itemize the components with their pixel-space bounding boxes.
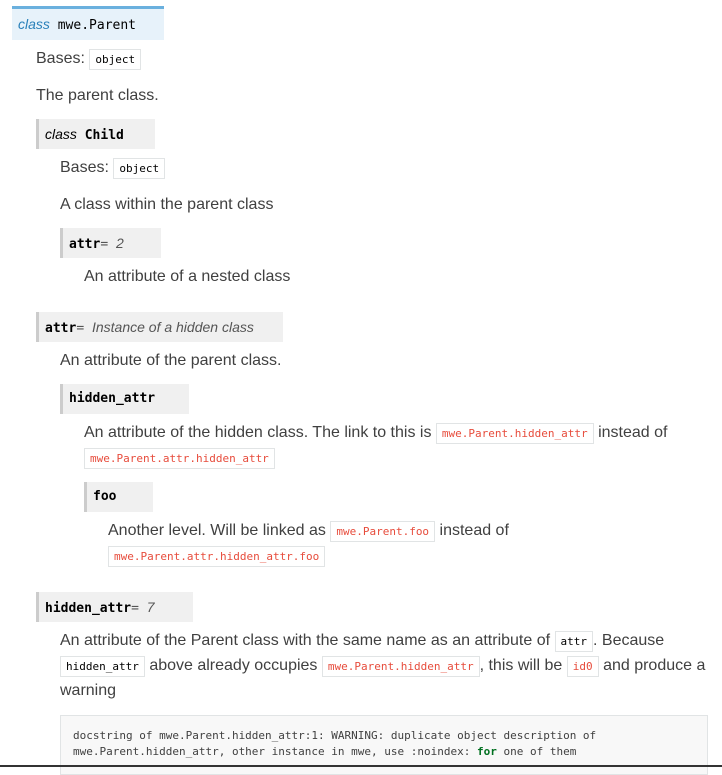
attr-name: attr [69,237,101,252]
child-attr-description: An attribute of a nested class [84,268,291,285]
ref-link-attr-hidden-attr-foo[interactable]: mwe.Parent.attr.hidden_attr.foo [108,546,325,567]
attr-name: hidden_attr [45,601,132,616]
class-keyword: class [45,126,77,142]
ref-link-id0[interactable]: id0 [567,656,599,677]
parent-bases [36,46,141,71]
bases-value: object [113,158,165,179]
class-signature-parent [12,6,164,40]
inline-code-hidden-attr: hidden_attr [60,656,145,677]
class-name: Child [84,128,124,143]
attr-name: foo [93,489,117,504]
text: . Because [593,632,665,649]
log-keyword: for [476,745,497,758]
attr-equals: = [131,601,147,616]
attr-equals: = [76,321,92,336]
text: Another level. Will be linked as [108,522,326,539]
ref-link-parent-hidden-attr[interactable]: mwe.Parent.hidden_attr [322,656,480,677]
text: and produce a [603,657,706,674]
bases-label: Bases: [60,159,109,176]
text: instead of [439,522,509,539]
ref-link-hidden-attr[interactable]: mwe.Parent.hidden_attr [436,423,594,444]
text: above already occupies [149,657,318,674]
attr-signature-child [60,228,161,258]
log-text: one of them [496,745,577,758]
child-description: A class within the parent class [60,196,274,213]
attr-value: 7 [146,599,155,615]
hidden-attr-description-line1 [84,420,667,445]
parent-hidden-attr-line2 [60,653,705,678]
text: , this will be [479,657,563,674]
parent-hidden-attr-line3: warning [60,682,117,699]
parent-description: The parent class. [36,87,159,104]
class-name: mwe.Parent [57,18,137,33]
bases-value: object [89,49,141,70]
parent-hidden-attr-line1 [60,628,664,653]
log-text: mwe.Parent.hidden_attr, other instance in mwe, use :noindex: [73,745,477,758]
ref-link-foo[interactable]: mwe.Parent.foo [330,521,435,542]
log-line-2 [73,744,695,760]
log-line-1: docstring of mwe.Parent.hidden_attr:1: WARNING: duplicate object description of [73,729,597,742]
hidden-attr-description-line2 [84,445,275,470]
attr-equals: = [100,237,116,252]
foo-signature [84,482,153,512]
text: An attribute of the hidden class. The link to this is [84,424,432,441]
inline-code-attr: attr [555,631,594,652]
attr-signature-parent [36,312,283,342]
text: An attribute of the Parent class with the same name as an attribute of [60,632,551,649]
foo-description-line2 [108,543,325,568]
parent-attr-description: An attribute of the parent class. [60,352,282,369]
attr-value: Instance of a hidden class [91,319,254,335]
attr-value: 2 [115,235,124,251]
bases-label: Bases: [36,50,85,67]
parent-hidden-attr-signature [36,592,193,622]
child-bases [60,155,165,180]
ref-link-attr-hidden-attr[interactable]: mwe.Parent.attr.hidden_attr [84,448,275,469]
text: instead of [598,424,668,441]
attr-name: attr [45,321,77,336]
foo-description-line1 [108,518,509,543]
class-signature-child [36,119,155,149]
hidden-attr-signature [60,384,189,414]
attr-name: hidden_attr [69,391,156,406]
class-keyword: class [18,16,50,32]
